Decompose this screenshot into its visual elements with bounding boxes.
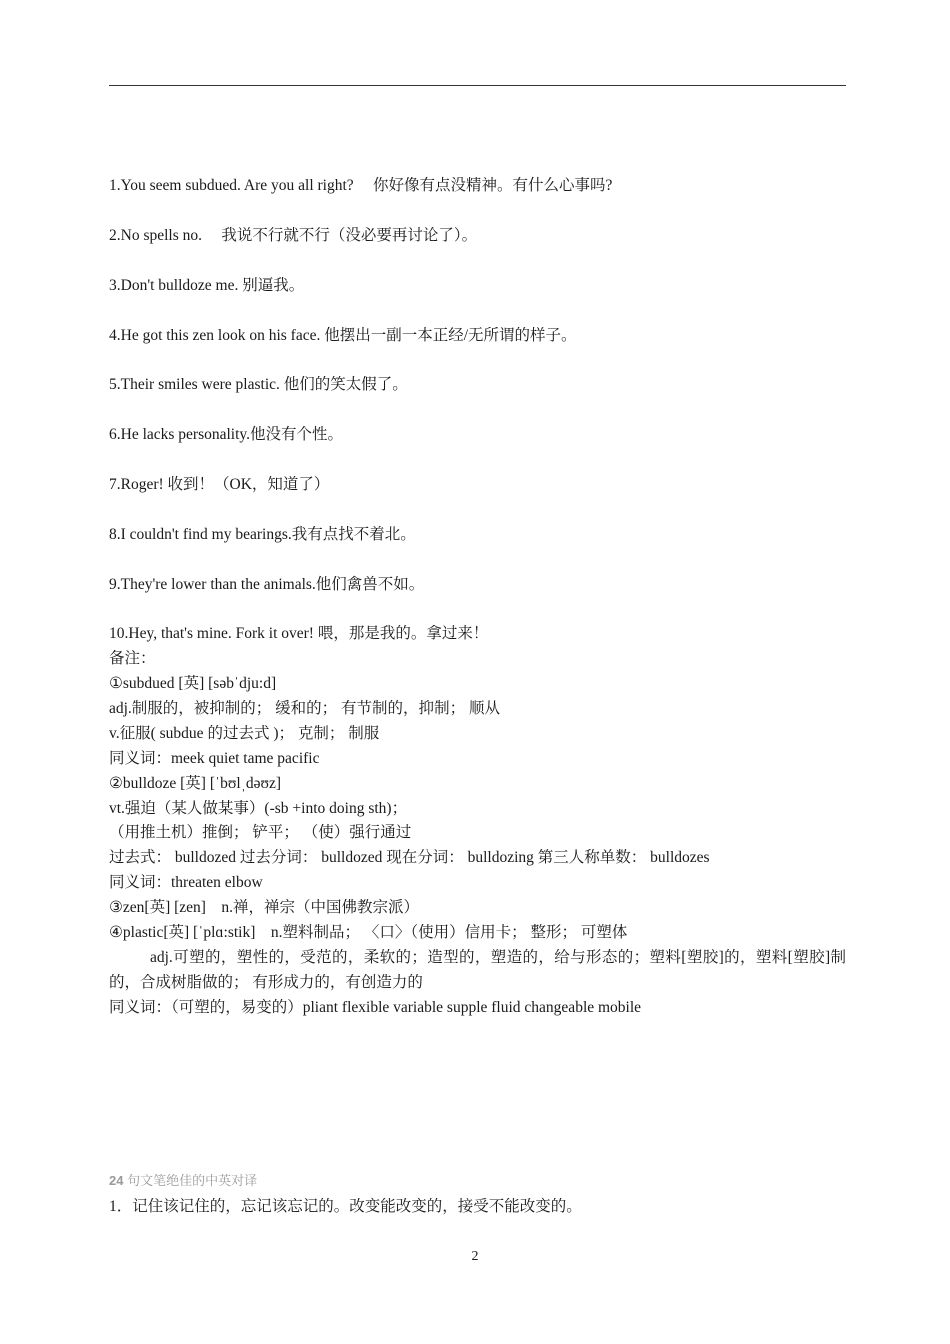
section-title [109,1172,257,1190]
sentence-3: 3.Don't bulldoze me. 别逼我。 [109,277,305,294]
zen-headword: ③zen[英] [zen] n.禅，禅宗（中国佛教宗派） [109,899,420,916]
subdued-adj-definition: adj.制服的，被抑制的； 缓和的； 有节制的，抑制； 顺从 [109,700,500,717]
plastic-headword: ④plastic[英] [ˈplɑ:stik] n.塑料制品； 〈口〉（使用）信用卡； 整形； 可塑体 [109,924,628,941]
bulldoze-headword: ②bulldoze [英] [ˈbʊlˌdəʊz] [109,775,282,792]
page-number: 2 [471,1249,479,1264]
bulldoze-senses: （用推土机）推倒； 铲平； （使）强行通过 [109,824,412,841]
sentence-2: 2.No spells no. 我说不行就不行（没必要再讨论了）。 [109,227,478,244]
sentence-4: 4.He got this zen look on his face. 他摆出一副一本正经/无所谓的样子。 [109,327,577,344]
sentence-9: 9.They're lower than the animals.他们禽兽不如。 [109,576,425,593]
bulldoze-vt-definition: vt.强迫（某人做某事）(-sb +into doing sth)； [109,800,408,817]
plastic-synonyms: 同义词：（可塑的，易变的）pliant flexible variable supple fluid changeable mobile [109,999,642,1016]
sentence-5: 5.Their smiles were plastic. 他们的笑太假了。 [109,376,408,393]
subdued-headword: ①subdued [英] [səbˈdju:d] [109,675,277,692]
sentence-7: 7.Roger! 收到！（OK，知道了） [109,476,330,493]
sentence-10: 10.Hey, that's mine. Fork it over! 喂，那是我的。拿过来！ [109,625,489,642]
bulldoze-synonyms: 同义词：threaten elbow [109,874,263,891]
subdued-verb-definition: v.征服( subdue 的过去式 )； 克制； 制服 [109,725,380,742]
section-title-number: 24 [109,1173,124,1188]
sentence-8: 8.I couldn't find my bearings.我有点找不着北。 [109,526,416,543]
plastic-adj-text: adj.可塑的，塑性的，受范的，柔软的；造型的，塑造的，给与形态的；塑料[塑胶]的，塑料[塑胶]制的，合成树脂做的； 有形成力的，有创造力的 [109,949,846,991]
subdued-synonyms: 同义词：meek quiet tame pacific [109,750,320,767]
section-first-item: 1．记住该记住的，忘记该忘记的。改变能改变的，接受不能改变的。 [109,1198,582,1215]
notes-heading: 备注： [109,650,156,667]
sentence-1: 1.You seem subdued. Are you all right? 你好像有点没精神。有什么心事吗? [109,177,613,194]
bulldoze-forms: 过去式： bulldozed 过去分词： bulldozed 现在分词： bulldozing 第三人称单数： bulldozes [109,849,710,866]
plastic-adj-definition [109,946,846,995]
header-rule [109,85,846,86]
section-title-text: 句文笔绝佳的中英对译 [123,1173,258,1188]
sentence-6: 6.He lacks personality.他没有个性。 [109,426,344,443]
